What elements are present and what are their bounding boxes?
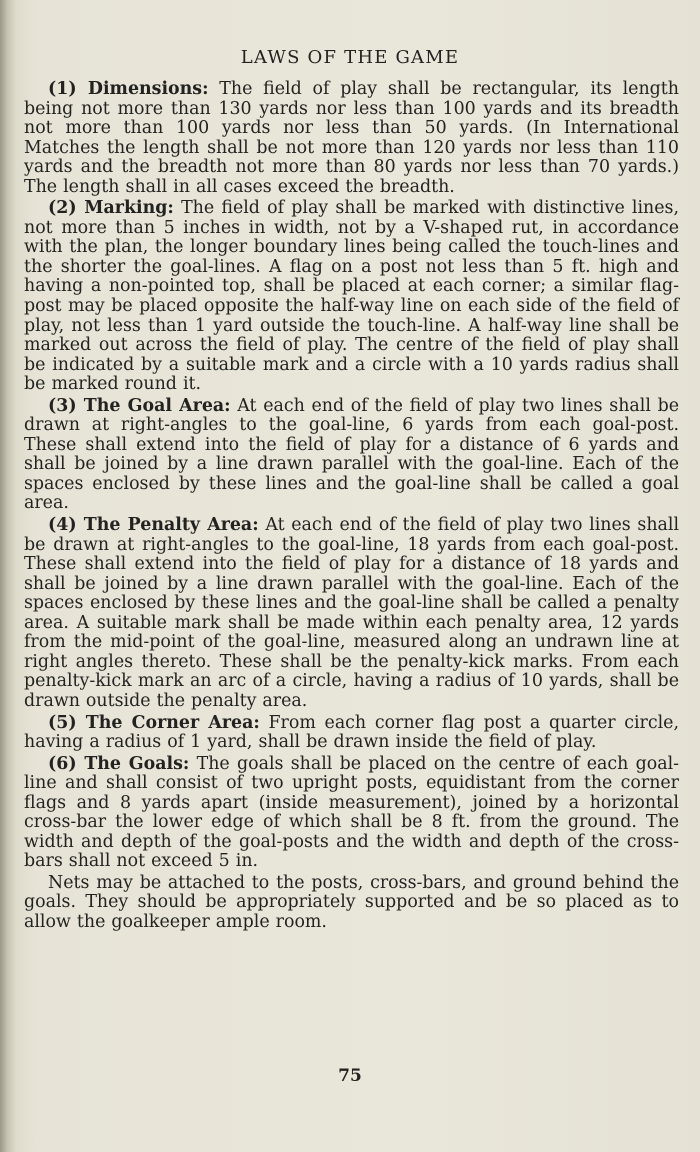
section-text: From each corner flag post a quarter circle, having a radius of 1 yard, shall be drawn inside the field of play. (24, 712, 679, 753)
section-text: At each end of the field of play two lines shall be drawn at right-angles to the goal-line, 6 yards from each goal-post. These shall extend into the field of play for a distance of 6 yards and shall be joined by a line drawn parallel with the goal-line. Each of the spaces enclosed by these lines and the goal-line shall be called a goal area. (24, 395, 680, 514)
section-text: Nets may be attached to the posts, cross-bars, and ground behind the goals. They should be appropriately supported and be so placed as to allow the goalkeeper ample room. (24, 872, 679, 932)
section-label: (3) The Goal Area: (48, 395, 231, 416)
section-text: At each end of the field of play two lines shall be drawn at right-angles to the goal-line, 18 yards from each goal-post. These shall extend into the field of play for a distance of 18 yards and shall be joined by a line drawn parallel with the goal-line. Each of the spaces enclosed by these lines and the goal-line shall be called a penalty area. A suitable mark shall be made within each penalty area, 12 yards from the mid-point of the goal-line, measured along an undrawn line at right angles thereto. These shall be the penalty-kick marks. From each penalty-kick mark an arc of a circle, having a radius of 10 yards, shall be drawn outside the penalty area. (24, 515, 680, 711)
section-corner-area (24, 714, 679, 753)
section-label: (2) Marking: (48, 198, 174, 219)
section-label: (1) Dimensions: (48, 79, 209, 99)
section-text: The field of play shall be marked with distinctive lines, not more than 5 inches in width, not by a V-shaped rut, in accordance with the plan, the longer boundary lines being called the touch-lines and the shorter the goal-lines. A flag on a post not less than 5 ft. high and having a non-pointed top, shall be placed at each corner; a similar flag-post may be placed opposite the half-way line on each side of the field of play, not less than 1 yard outside the touch-line. A half-way line shall be marked out across the field of play. The centre of the field of play shall be indicated by a suitable mark and a circle with a 10 yards radius shall be marked round it. (24, 198, 680, 395)
section-goal-area (24, 397, 679, 514)
section-label: (6) The Goals: (48, 753, 190, 774)
section-nets (24, 874, 679, 933)
section-text: The field of play shall be rectangular, its length being not more than 130 yards nor less than 100 yards and its breadth not more than 100 yards nor less than 50 yards. (In International Matches the length shall be not more than 120 yards nor less than 110 yards and the breadth not more than 80 yards nor less than 70 yards.) The length shall in all cases exceed the breadth. (24, 79, 679, 197)
section-label: (5) The Corner Area: (48, 712, 260, 733)
section-goals (24, 755, 679, 872)
section-penalty-area (24, 516, 679, 711)
section-marking (24, 199, 679, 394)
page-gutter-shadow (0, 0, 16, 1152)
section-dimensions (24, 80, 679, 197)
page-number: 75 (338, 1066, 362, 1086)
page-body (24, 80, 679, 933)
running-head: LAWS OF THE GAME (240, 47, 460, 68)
section-text: The goals shall be placed on the centre of each goal-line and shall consist of two upright posts, equidistant from the corner flags and 8 yards apart (inside measurement), joined by a horizontal cross-bar the lower edge of which shall be 8 ft. from the ground. The width and depth of the goal-posts and the width and depth of the cross-bars shall not exceed 5 in. (24, 753, 680, 872)
section-label: (4) The Penalty Area: (48, 515, 259, 536)
